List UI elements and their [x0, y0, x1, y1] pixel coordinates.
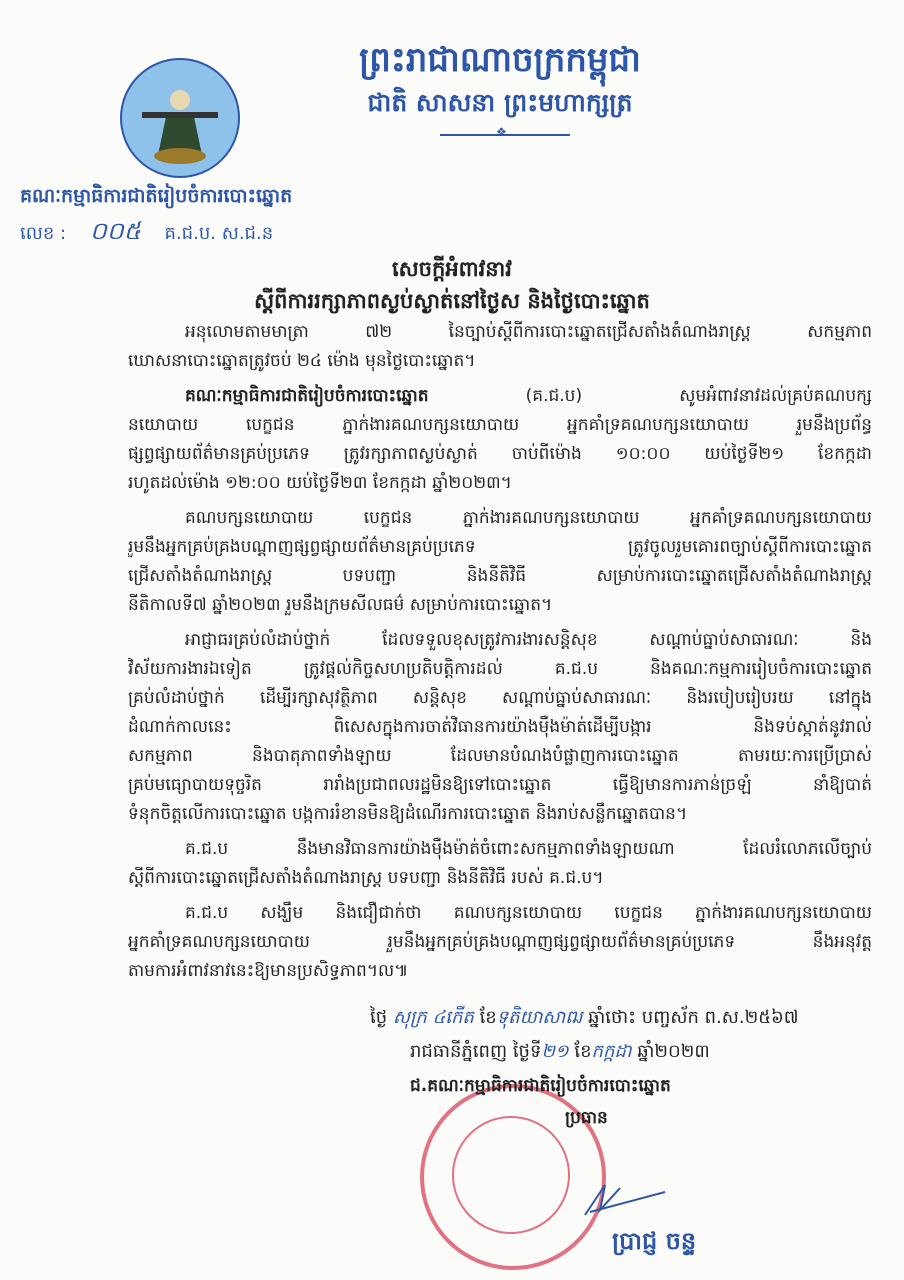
kingdom-heading: ព្រះរាជាណាចក្រកម្ពុជា	[359, 40, 641, 80]
paragraph-line	[128, 469, 872, 498]
paragraph-line	[128, 742, 872, 771]
paragraph-line	[128, 347, 872, 376]
nec-logo	[120, 58, 240, 178]
paragraph-line	[128, 411, 872, 440]
line-text: រួមនឹងអ្នកគ្រប់គ្រងបណ្តាញផ្សព្វផ្សាយព័ត៌មានគ្រប់ប្រភេទ ត្រូវចូលរួមគោរពច្បាប់ស្តីពីការបោះឆ្នោត	[128, 537, 872, 557]
paragraph-line	[128, 504, 872, 533]
line-text: (គ.ជ.ប) សូមអំពាវនាវដល់គ្រប់គណបក្ស	[428, 386, 872, 406]
lunar-day: សុក្រ ៤កើត	[392, 1007, 474, 1028]
line-text: គ្រប់លំដាប់ថ្នាក់ ដើម្បីរក្សាសុវត្ថិភាព សន្តិសុខ សណ្តាប់ធ្នាប់សាធារណៈ និងរបៀបរៀបរយ នៅក្នុង	[128, 688, 872, 708]
document-body	[128, 318, 872, 992]
paragraph-line	[128, 899, 872, 928]
paragraph-line	[128, 318, 872, 347]
line-text: ឃោសនាបោះឆ្នោតត្រូវចប់ ២៤ ម៉ោង មុនថ្ងៃបោះឆ្នោត។	[128, 351, 476, 371]
paragraph	[128, 835, 872, 893]
paragraph	[128, 899, 872, 986]
document-subtitle: ស្តីពីការរក្សាភាពស្ងប់ស្ងាត់នៅថ្ងៃស និងថ្ងៃបោះឆ្នោត	[254, 289, 650, 313]
paragraph	[128, 318, 872, 376]
reference-number-row	[20, 216, 291, 249]
paragraph-line	[128, 440, 872, 469]
paragraph-line	[128, 713, 872, 742]
paragraph-line	[128, 957, 872, 986]
paragraph	[128, 626, 872, 829]
paragraph-line	[128, 591, 872, 620]
line-text: ស្តីពីការបោះឆ្នោតជ្រើសតាំងតំណាងរាស្ត្រ បទបញ្ជា និងនីតិវិធី របស់ គ.ជ.ប។	[128, 868, 604, 888]
place-date-prefix: រាជធានីភ្នំពេញ ថ្ងៃទី	[410, 1041, 542, 1062]
paragraph-line	[128, 835, 872, 864]
line-text: ផ្សព្វផ្សាយព័ត៌មានគ្រប់ប្រភេទ ត្រូវរក្សាភាពស្ងប់ស្ងាត់ ចាប់ពីម៉ោង ១០:០០ យប់ថ្ងៃទី២១ ខែកក្កដា	[128, 444, 872, 464]
paragraph-line	[128, 928, 872, 957]
lunar-month: ទុតិយាសាឍ	[496, 1007, 583, 1028]
issuing-organization: គណៈកម្មាធិការជាតិរៀបចំការបោះឆ្នោត	[20, 185, 293, 207]
document-title: សេចក្តីអំពាវនាវ	[392, 257, 512, 281]
ref-number: ០០៥	[89, 217, 141, 245]
line-text: អ្នកគាំទ្រគណបក្សនយោបាយ រួមនឹងអ្នកគ្រប់គ្រងបណ្តាញផ្សព្វផ្សាយព័ត៌មានគ្រប់ប្រភេទ នឹងអនុវត្ត	[128, 932, 872, 952]
day: ២១	[541, 1041, 569, 1062]
ref-label: លេខ :	[20, 223, 67, 244]
lunar-year: ឆ្នាំថោះ បញ្ចស័ក ព.ស.២៥៦៧	[588, 1007, 799, 1028]
place-date-line	[410, 1038, 710, 1066]
lunar-prefix: ថ្ងៃ	[370, 1007, 388, 1028]
line-text: តាមការអំពាវនាវនេះឱ្យមានប្រសិទ្ធភាព។ល៕	[128, 961, 409, 981]
line-text: ដំណាក់កាលនេះ ពិសេសក្នុងការចាត់វិធានការយ៉ាងម៉ឺងម៉ាត់ដើម្បីបង្ការ និងទប់ស្កាត់នូវរាល់	[128, 717, 872, 737]
paragraph	[128, 382, 872, 498]
bold-organization-name: គណៈកម្មាធិការជាតិរៀបចំការបោះឆ្នោត	[185, 386, 429, 406]
paragraph-line	[128, 655, 872, 684]
ref-code: គ.ជ.ប. ស.ជ.ន	[164, 223, 274, 244]
month-prefix: ខែ	[574, 1041, 592, 1062]
paragraph-line	[128, 382, 872, 411]
lunar-date-line	[370, 1004, 799, 1032]
paragraph-line	[128, 771, 872, 800]
national-motto: ជាតិ សាសនា ព្រះមហាក្សត្រ	[367, 88, 633, 117]
paragraph-line	[128, 626, 872, 655]
handwritten-signature	[580, 1180, 670, 1220]
paragraph-line	[128, 533, 872, 562]
line-text: នយោបាយ បេក្ខជន ភ្នាក់ងារគណបក្សនយោបាយ អ្នកគាំទ្រគណបក្សនយោបាយ រួមនឹងប្រព័ន្ធ	[128, 415, 872, 435]
line-text: អាជ្ញាធរគ្រប់លំដាប់ថ្នាក់ ដែលទទួលខុសត្រូវការងារសន្តិសុខ សណ្តាប់ធ្នាប់សាធារណៈ និង	[185, 630, 872, 650]
paragraph-line	[128, 684, 872, 713]
line-text: វិស័យការងារឯទៀត ត្រូវផ្តល់កិច្ចសហប្រតិបត្តិការដល់ គ.ជ.ប និងគណៈកម្មការរៀបចំការបោះឆ្នោត	[128, 659, 872, 679]
line-text: ជ្រើសតាំងតំណាងរាស្ត្រ បទបញ្ជា និងនីតិវិធី សម្រាប់ការបោះឆ្នោតជ្រើសតាំងតំណាងរាស្ត្រ	[128, 566, 872, 586]
paragraph-line	[128, 562, 872, 591]
line-text: គ្រប់មធ្យោបាយទុច្ចរិត រារាំងប្រជាពលរដ្ឋមិនឱ្យទៅបោះឆ្នោត ធ្វើឱ្យមានការភាន់ច្រឡំ នាំឱ្យបាត់	[128, 775, 872, 795]
paragraph	[128, 504, 872, 620]
line-text: គ.ជ.ប សង្ឃឹម និងជឿជាក់ថា គណបក្សនយោបាយ បេក្ខជន ភ្នាក់ងារគណបក្សនយោបាយ	[185, 903, 872, 923]
line-text: សកម្មភាព និងបាតុភាពទាំងឡាយ ដែលមានបំណងបំផ្លាញការបោះឆ្នោត តាមរយៈការប្រើប្រាស់	[128, 746, 872, 766]
signatory-name: ប្រាជ្ញ ចន្ទ	[612, 1227, 697, 1255]
line-text: រហូតដល់ម៉ោង ១២:០០ យប់ថ្ងៃទី២៣ ខែកក្កដា ឆ្នាំ២០២៣។	[128, 473, 512, 493]
lunar-month-prefix: ខែ	[479, 1007, 497, 1028]
signatory-organization: ជ.គណៈកម្មាធិការជាតិរៀបចំការបោះឆ្នោត	[410, 1076, 671, 1096]
paragraph-line	[128, 864, 872, 893]
line-text: នីតិកាលទី៧ ឆ្នាំ២០២៣ រួមនឹងក្រមសីលធម៌ សម្រាប់ការបោះឆ្នោត។	[128, 595, 553, 615]
paragraph-line	[128, 800, 872, 829]
line-text: គ.ជ.ប នឹងមានវិធានការយ៉ាងម៉ឺងម៉ាត់ចំពោះសកម្មភាពទាំងឡាយណា ដែលរំលោភលើច្បាប់	[185, 839, 872, 859]
line-text: គណបក្សនយោបាយ បេក្ខជន ភ្នាក់ងារគណបក្សនយោបាយ អ្នកគាំទ្រគណបក្សនយោបាយ	[185, 508, 872, 528]
month: កក្កដា	[591, 1041, 632, 1062]
signatory-title: ប្រធាន	[565, 1108, 608, 1128]
line-text: ទំនុកចិត្តលើការបោះឆ្នោត បង្កការរំខានមិនឱ្យដំណើរការបោះឆ្នោត និងរាប់សន្លឹកឆ្នោតបាន។	[128, 804, 688, 824]
line-text: អនុលោមតាមមាត្រា ៧២ នៃច្បាប់ស្តីពីការបោះឆ្នោតជ្រើសតាំងតំណាងរាស្ត្រ សកម្មភាព	[185, 322, 872, 342]
ornament-divider	[440, 134, 570, 136]
year: ឆ្នាំ២០២៣	[637, 1041, 710, 1062]
